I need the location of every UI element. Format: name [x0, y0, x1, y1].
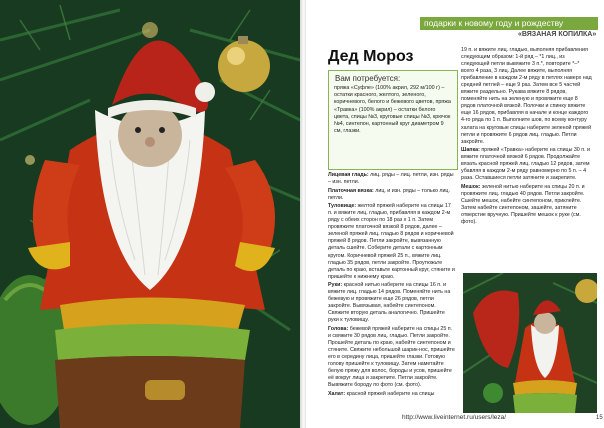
- paragraph-body: [328, 203, 456, 281]
- paragraph-stitch-garter: [328, 188, 456, 202]
- paragraph-label: Руки:: [328, 282, 343, 289]
- santa-photo-left: [0, 0, 300, 428]
- santa-small-illustration: [463, 273, 597, 413]
- instructions-left-column: [328, 172, 456, 399]
- santa-illustration: [0, 0, 300, 428]
- materials-text: пряжа «Суфле» (100% акрил, 292 м/100 г) – остатки красного, желтого, зеленого, коричневого, белого и бежевого цветов, пряжа «Травка» (100% акрил) – остатки белого цвета, спицы №3, круговые спицы №3, крючок №4, синтепон, картонный круг диаметром 9 см, глазки.: [334, 85, 451, 135]
- paragraph-text: красной пряжей наберите на спицы: [345, 390, 435, 397]
- paragraph-label: Платочная вязка:: [328, 187, 374, 194]
- section-header: [420, 17, 598, 30]
- paragraph-stitch-stockinette: [328, 172, 456, 186]
- section-kicker: «ВЯЗАНАЯ КОПИЛКА»: [518, 31, 597, 38]
- santa-photo-small: [463, 273, 597, 413]
- source-url: http://www.liveinternet.ru/users/leza/: [402, 414, 507, 421]
- materials-box: [328, 70, 458, 170]
- instructions-right-column: [461, 47, 593, 228]
- paragraph-text: лиц. ряды – лиц. петли, изн. ряды – изн. петли.: [328, 172, 454, 186]
- paragraph-text: зеленой нитью наберите на спицы 20 п. и провяжите лиц. гладью 40 рядов. Петли закройте. Сшейте мешок, набейте синтепоном, приклейте. Затем набейте синтепоном, зашейте, затяните отверстие вручную. Пришейте мешок к руке (см. фото).: [461, 183, 585, 226]
- paragraph-hat: [461, 147, 593, 182]
- paragraph-label: Мешок:: [461, 183, 481, 190]
- paragraph-head: [328, 326, 456, 389]
- paragraph-label: Шапка:: [461, 147, 480, 154]
- paragraph-bag: [461, 184, 593, 226]
- paragraph-text: пряжей «Травка» наберите на спицы 30 п. и вяжите платочной вязкой 6 рядов. Продолжайте вязать красной пряжей лиц. гладью 12 рядов, затем убавляя в каждом 2-м ряду равномерно по 5 п. – 4 раза. Оставшиеся петли затяните и закрепите.: [461, 147, 590, 182]
- paragraph-text: красной нитью наберите на спицы 16 п. и вяжите лиц. гладью 14 рядов. Поменяйте нить на бежевую и провяжите еще 26 рядов, петли закройте. Вывязывая, набейте синтепоном. Свяжите вторую деталь аналогично. Пришейте руки к туловищу.: [328, 282, 451, 324]
- paragraph-label: Голова:: [328, 325, 349, 332]
- paragraph-robe: [328, 391, 456, 398]
- paragraph-text: желтой пряжей наберите на спицы 17 п. и вяжите лиц. гладью, прибавляя в каждом 2-м ряду с обеих сторон по 18 раз х 1 п. Затем провяжите платочной вязкой 8 рядов, далее – зеленой пряжей лиц. гладью 8 рядов и коричневой пряжей 8 рядов. Петли закройте, вывязанную деталь сшейте. Соберите детали с картонным кругом. Коричневой пряжей 25 п., вяжите лиц. гладью 35 рядов, петли закройте. Проутюжьте деталь по краю, вставьте картонный круг, стяните и пришейте к нижнему краю.: [328, 203, 455, 280]
- paragraph-label: Лицевая гладь:: [328, 172, 369, 178]
- article-page: [306, 0, 604, 428]
- article-title: Дед Мороз: [328, 48, 414, 65]
- paragraph-label: Туловище:: [328, 203, 357, 210]
- materials-title: Вам потребуется:: [335, 74, 401, 83]
- paragraph-arms: [328, 282, 456, 324]
- paragraph-robe-continued: [461, 47, 593, 146]
- paragraph-text: 19 п. и вяжите лиц. гладью, выполняя прибавления следующим образом: 1-й ряд – *1 лиц., из следующей петли вывяжите 3 п.*, повторите *–* всего 4 раза, 3 лиц. Далее вяжите, выполняя прибавление в каждом 2-м ряду в петлях наверх над средней петлей – еще 9 раз. Затем все 5 частей вяжите раздельно. Рукава вяжите 8 рядов, поменяйте нить на зеленую и провяжите еще 8 рядов платочной вязкой. Полочки и спинку вяжите еще 16 рядов, прибавляя в начале и конце каждого 4-го ряда по 1 п. Выполните шов, по всему контуру халата на круговые спицы наберите зеленой пряжей петли и провяжите 6 рядов лиц. гладью. Петли закройте.: [461, 47, 592, 145]
- section-title: подарки к новому году и рождеству: [424, 18, 564, 28]
- paragraph-text: лиц. и изн. ряды – только лиц. петли.: [328, 187, 450, 201]
- page-number: 15: [596, 415, 603, 421]
- paragraph-text: бежевой пряжей наберите на спицы 25 п. и свяжите 30 рядов лиц. гладью. Петли закройте. Прошейте деталь по краю, набейте синтепоном и стяните. Свяжите небольшой шарик-нос, пришейте его в середину лица, пришейте глазки. Готовую голову пришейте к туловищу. Затем наметайте белую пряжу для волос, бороды и усов, пришейте её вокруг лица и закрепите. Петли закройте. Вывяжите бороду по фото (см. фото).: [328, 325, 455, 389]
- paragraph-label: Халат:: [328, 390, 346, 397]
